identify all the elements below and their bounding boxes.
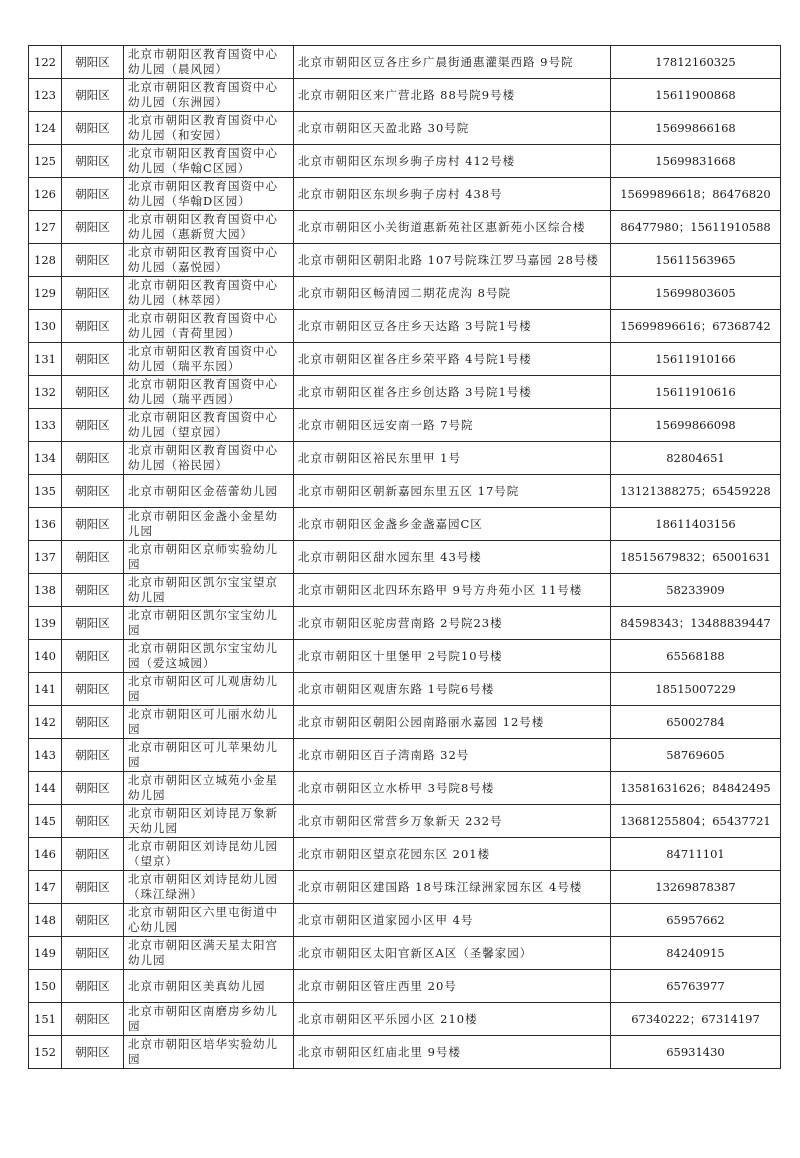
table-row [29,409,781,442]
address-cell: 北京市朝阳区望京花园东区 201楼 [294,838,611,871]
kindergarten-name-cell: 北京市朝阳区教育国资中心幼儿园（瑞平东园） [124,343,294,376]
table-row [29,772,781,805]
district-cell: 朝阳区 [62,970,124,1003]
row-number: 133 [29,409,62,442]
table-row [29,277,781,310]
kindergarten-name-cell: 北京市朝阳区满天星太阳宫幼儿园 [124,937,294,970]
address-cell: 北京市朝阳区红庙北里 9号楼 [294,1036,611,1069]
kindergarten-name-cell: 北京市朝阳区教育国资中心幼儿园（惠新贸大园） [124,211,294,244]
address-cell: 北京市朝阳区畅清园二期花虎沟 8号院 [294,277,611,310]
table-row [29,673,781,706]
district-cell: 朝阳区 [62,508,124,541]
table-row [29,706,781,739]
address-cell: 北京市朝阳区十里堡甲 2号院10号楼 [294,640,611,673]
kindergarten-name-cell: 北京市朝阳区南磨房乡幼儿园 [124,1003,294,1036]
address-cell: 北京市朝阳区驼房营南路 2号院23楼 [294,607,611,640]
table-row [29,1036,781,1069]
district-cell: 朝阳区 [62,838,124,871]
row-number: 150 [29,970,62,1003]
table-row [29,79,781,112]
table-row [29,838,781,871]
row-number: 138 [29,574,62,607]
address-cell: 北京市朝阳区裕民东里甲 1号 [294,442,611,475]
row-number: 135 [29,475,62,508]
kindergarten-name-cell: 北京市朝阳区教育国资中心幼儿园（东洲园） [124,79,294,112]
row-number: 137 [29,541,62,574]
table-row [29,145,781,178]
kindergarten-name-cell: 北京市朝阳区培华实验幼儿园 [124,1036,294,1069]
address-cell: 北京市朝阳区豆各庄乡天达路 3号院1号楼 [294,310,611,343]
table-row [29,112,781,145]
table-row [29,310,781,343]
kindergarten-name-cell: 北京市朝阳区凯尔宝宝幼儿园 [124,607,294,640]
kindergarten-name-cell: 北京市朝阳区教育国资中心幼儿园（晨风园） [124,46,294,79]
district-cell: 朝阳区 [62,541,124,574]
kindergarten-name-cell: 北京市朝阳区教育国资中心幼儿园（华翰C区园） [124,145,294,178]
address-cell: 北京市朝阳区管庄西里 20号 [294,970,611,1003]
kindergarten-name-cell: 北京市朝阳区刘诗昆幼儿园（望京） [124,838,294,871]
kindergarten-name-cell: 北京市朝阳区教育国资中心幼儿园（华翰D区园） [124,178,294,211]
row-number: 130 [29,310,62,343]
phone-cell: 18515679832；65001631 [611,541,781,574]
phone-cell: 15699803605 [611,277,781,310]
row-number: 147 [29,871,62,904]
district-cell: 朝阳区 [62,442,124,475]
kindergarten-name-cell: 北京市朝阳区凯尔宝宝望京幼儿园 [124,574,294,607]
address-cell: 北京市朝阳区天盈北路 30号院 [294,112,611,145]
table-row [29,970,781,1003]
kindergarten-name-cell: 北京市朝阳区立城苑小金星幼儿园 [124,772,294,805]
district-cell: 朝阳区 [62,1036,124,1069]
kindergarten-name-cell: 北京市朝阳区美真幼儿园 [124,970,294,1003]
district-cell: 朝阳区 [62,904,124,937]
phone-cell: 65568188 [611,640,781,673]
row-number: 126 [29,178,62,211]
phone-cell: 67340222；67314197 [611,1003,781,1036]
row-number: 148 [29,904,62,937]
table-row [29,607,781,640]
kindergarten-name-cell: 北京市朝阳区教育国资中心幼儿园（嘉悦园） [124,244,294,277]
row-number: 144 [29,772,62,805]
district-cell: 朝阳区 [62,277,124,310]
row-number: 152 [29,1036,62,1069]
district-cell: 朝阳区 [62,310,124,343]
district-cell: 朝阳区 [62,1003,124,1036]
table-body [29,46,781,1069]
address-cell: 北京市朝阳区东坝乡驹子房村 412号楼 [294,145,611,178]
kindergarten-name-cell: 北京市朝阳区可儿观唐幼儿园 [124,673,294,706]
table-row [29,541,781,574]
table-row [29,178,781,211]
address-cell: 北京市朝阳区豆各庄乡广晨街通惠灌渠西路 9号院 [294,46,611,79]
address-cell: 北京市朝阳区来广营北路 88号院9号楼 [294,79,611,112]
row-number: 134 [29,442,62,475]
table-row [29,343,781,376]
phone-cell: 15611910166 [611,343,781,376]
address-cell: 北京市朝阳区朝新嘉园东里五区 17号院 [294,475,611,508]
row-number: 140 [29,640,62,673]
phone-cell: 15699896616；67368742 [611,310,781,343]
phone-cell: 15699866098 [611,409,781,442]
table-row [29,805,781,838]
district-cell: 朝阳区 [62,673,124,706]
district-cell: 朝阳区 [62,706,124,739]
row-number: 151 [29,1003,62,1036]
address-cell: 北京市朝阳区太阳官新区A区（圣馨家园） [294,937,611,970]
row-number: 132 [29,376,62,409]
kindergarten-name-cell: 北京市朝阳区刘诗昆万象新天幼儿园 [124,805,294,838]
kindergarten-name-cell: 北京市朝阳区京师实验幼儿园 [124,541,294,574]
address-cell: 北京市朝阳区平乐园小区 210楼 [294,1003,611,1036]
district-cell: 朝阳区 [62,376,124,409]
kindergarten-name-cell: 北京市朝阳区刘诗昆幼儿园（珠江绿洲） [124,871,294,904]
row-number: 123 [29,79,62,112]
district-cell: 朝阳区 [62,739,124,772]
phone-cell: 17812160325 [611,46,781,79]
table-row [29,244,781,277]
phone-cell: 15611910616 [611,376,781,409]
district-cell: 朝阳区 [62,871,124,904]
phone-cell: 65002784 [611,706,781,739]
district-cell: 朝阳区 [62,640,124,673]
district-cell: 朝阳区 [62,79,124,112]
kindergarten-name-cell: 北京市朝阳区可儿苹果幼儿园 [124,739,294,772]
row-number: 139 [29,607,62,640]
address-cell: 北京市朝阳区道家园小区甲 4号 [294,904,611,937]
phone-cell: 84711101 [611,838,781,871]
kindergarten-table [28,45,781,1069]
table-row [29,739,781,772]
row-number: 124 [29,112,62,145]
phone-cell: 58769605 [611,739,781,772]
phone-cell: 18515007229 [611,673,781,706]
address-cell: 北京市朝阳区小关街道惠新苑社区惠新苑小区综合楼 [294,211,611,244]
address-cell: 北京市朝阳区崔各庄乡荣平路 4号院1号楼 [294,343,611,376]
phone-cell: 15699896618；86476820 [611,178,781,211]
row-number: 145 [29,805,62,838]
phone-cell: 65957662 [611,904,781,937]
district-cell: 朝阳区 [62,409,124,442]
district-cell: 朝阳区 [62,805,124,838]
district-cell: 朝阳区 [62,145,124,178]
kindergarten-name-cell: 北京市朝阳区金盏小金星幼儿园 [124,508,294,541]
phone-cell: 86477980；15611910588 [611,211,781,244]
table-row [29,1003,781,1036]
address-cell: 北京市朝阳区朝阳北路 107号院珠江罗马嘉园 28号楼 [294,244,611,277]
address-cell: 北京市朝阳区观唐东路 1号院6号楼 [294,673,611,706]
table-row [29,904,781,937]
district-cell: 朝阳区 [62,772,124,805]
row-number: 122 [29,46,62,79]
district-cell: 朝阳区 [62,244,124,277]
table-row [29,871,781,904]
phone-cell: 18611403156 [611,508,781,541]
phone-cell: 13681255804；65437721 [611,805,781,838]
address-cell: 北京市朝阳区常营乡万象新天 232号 [294,805,611,838]
phone-cell: 58233909 [611,574,781,607]
phone-cell: 13269878387 [611,871,781,904]
table-row [29,508,781,541]
address-cell: 北京市朝阳区崔各庄乡创达路 3号院1号楼 [294,376,611,409]
phone-cell: 82804651 [611,442,781,475]
table-row [29,475,781,508]
kindergarten-name-cell: 北京市朝阳区金蓓蕾幼儿园 [124,475,294,508]
phone-cell: 84240915 [611,937,781,970]
phone-cell: 15611900868 [611,79,781,112]
row-number: 129 [29,277,62,310]
kindergarten-name-cell: 北京市朝阳区教育国资中心幼儿园（裕民园） [124,442,294,475]
district-cell: 朝阳区 [62,46,124,79]
row-number: 143 [29,739,62,772]
address-cell: 北京市朝阳区远安南一路 7号院 [294,409,611,442]
address-cell: 北京市朝阳区朝阳公园南路丽水嘉园 12号楼 [294,706,611,739]
address-cell: 北京市朝阳区东坝乡驹子房村 438号 [294,178,611,211]
district-cell: 朝阳区 [62,607,124,640]
table-row [29,211,781,244]
phone-cell: 65763977 [611,970,781,1003]
district-cell: 朝阳区 [62,937,124,970]
phone-cell: 15611563965 [611,244,781,277]
address-cell: 北京市朝阳区金盏乡金盏嘉园C区 [294,508,611,541]
row-number: 149 [29,937,62,970]
kindergarten-name-cell: 北京市朝阳区教育国资中心幼儿园（林萃园） [124,277,294,310]
table-row [29,442,781,475]
phone-cell: 84598343；13488839447 [611,607,781,640]
district-cell: 朝阳区 [62,574,124,607]
phone-cell: 15699831668 [611,145,781,178]
district-cell: 朝阳区 [62,112,124,145]
address-cell: 北京市朝阳区百子湾南路 32号 [294,739,611,772]
district-cell: 朝阳区 [62,178,124,211]
kindergarten-name-cell: 北京市朝阳区凯尔宝宝幼儿园（爱这城园） [124,640,294,673]
row-number: 146 [29,838,62,871]
table-row [29,376,781,409]
district-cell: 朝阳区 [62,343,124,376]
table-row [29,574,781,607]
table-row [29,46,781,79]
district-cell: 朝阳区 [62,211,124,244]
row-number: 125 [29,145,62,178]
address-cell: 北京市朝阳区建国路 18号珠江绿洲家园东区 4号楼 [294,871,611,904]
kindergarten-name-cell: 北京市朝阳区教育国资中心幼儿园（青荷里园） [124,310,294,343]
kindergarten-name-cell: 北京市朝阳区教育国资中心幼儿园（和安园） [124,112,294,145]
kindergarten-name-cell: 北京市朝阳区可儿丽水幼儿园 [124,706,294,739]
row-number: 127 [29,211,62,244]
row-number: 136 [29,508,62,541]
row-number: 142 [29,706,62,739]
phone-cell: 13581631626；84842495 [611,772,781,805]
kindergarten-name-cell: 北京市朝阳区教育国资中心幼儿园（瑞平西园） [124,376,294,409]
row-number: 131 [29,343,62,376]
row-number: 128 [29,244,62,277]
table-row [29,937,781,970]
kindergarten-table-page [28,45,780,1069]
address-cell: 北京市朝阳区立水桥甲 3号院8号楼 [294,772,611,805]
address-cell: 北京市朝阳区北四环东路甲 9号方舟苑小区 11号楼 [294,574,611,607]
kindergarten-name-cell: 北京市朝阳区六里屯街道中心幼儿园 [124,904,294,937]
phone-cell: 13121388275；65459228 [611,475,781,508]
kindergarten-name-cell: 北京市朝阳区教育国资中心幼儿园（望京园） [124,409,294,442]
row-number: 141 [29,673,62,706]
phone-cell: 15699866168 [611,112,781,145]
table-row [29,640,781,673]
district-cell: 朝阳区 [62,475,124,508]
phone-cell: 65931430 [611,1036,781,1069]
address-cell: 北京市朝阳区甜水园东里 43号楼 [294,541,611,574]
